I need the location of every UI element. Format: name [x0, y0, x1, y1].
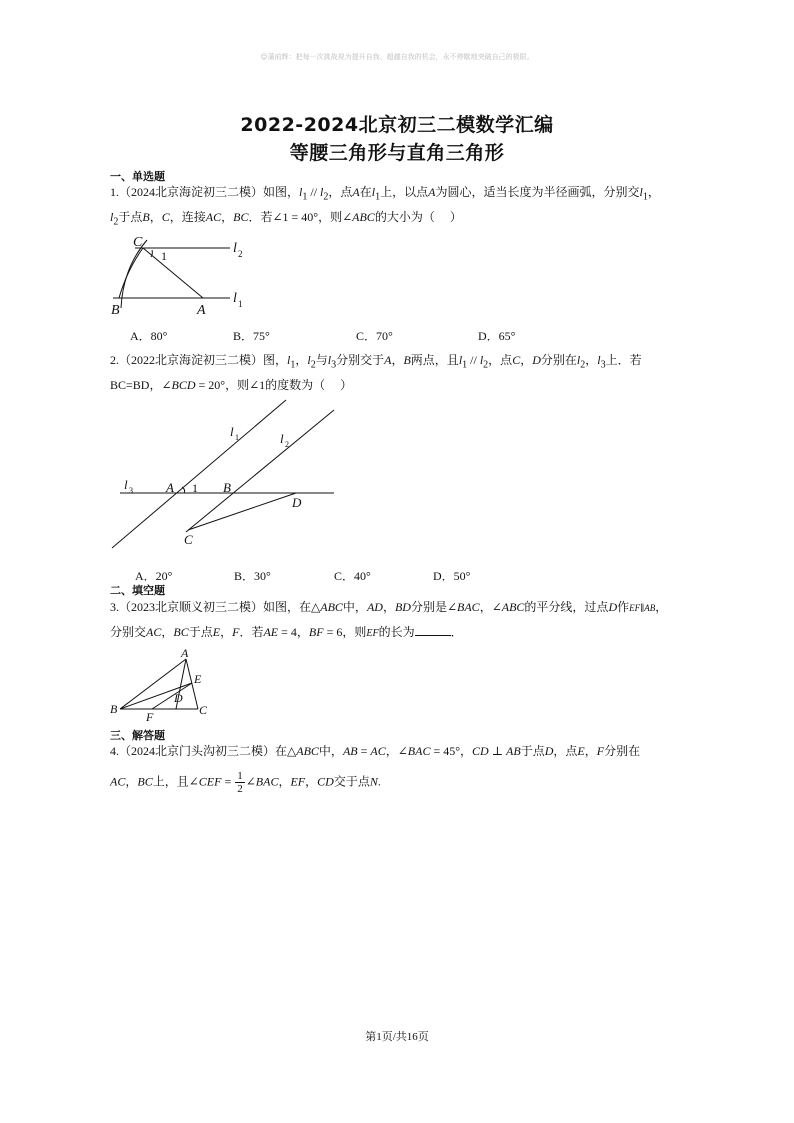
q3-var: AD — [366, 600, 383, 614]
q4-var: △ABC — [287, 744, 319, 758]
q3-var: EF — [366, 628, 379, 639]
q2-var: l — [327, 353, 332, 367]
q2-option-b[interactable]: B．30° — [234, 569, 271, 583]
q1-text: 1.（2024北京海淀初三二模）如图， — [110, 185, 300, 199]
q2-sub: 2 — [580, 359, 586, 371]
q2-var: l — [576, 353, 581, 367]
q4-var: BAC — [255, 774, 279, 789]
q1-text: ， — [221, 210, 234, 224]
q2-label-c: C — [184, 532, 193, 547]
q2-label-1: 1 — [192, 481, 198, 495]
q2-option-d[interactable]: D．50° — [433, 569, 471, 583]
q4-var: E — [577, 744, 585, 758]
q2-text: ， — [295, 353, 308, 367]
q3-text: 的长为 — [378, 625, 415, 639]
q2-text: 与 — [315, 353, 328, 367]
q1-text: ．若∠1 = 40°，则∠ — [248, 210, 353, 224]
q4-text: 于点 — [520, 744, 545, 758]
q1-var: B — [142, 210, 150, 224]
q1-var: l — [299, 185, 303, 199]
q3-var: AC — [146, 625, 162, 639]
q1-text: ，连接 — [169, 210, 206, 224]
title-line-2: 等腰三角形与直角三角形 — [289, 142, 505, 164]
q3-text: 中， — [342, 600, 367, 614]
q2-var: l — [479, 353, 484, 367]
q1-label-l1-sub: 1 — [238, 299, 243, 309]
q1-var: BC — [233, 210, 249, 224]
section-fill-blank: 二、填空题 — [110, 584, 165, 597]
page-footer: 第1页/共16页 — [365, 1031, 429, 1043]
q1-option-b[interactable]: B．75° — [233, 329, 270, 343]
q1-line-2 — [110, 208, 462, 227]
q4-text: . — [377, 774, 381, 789]
q3-var: ABC — [501, 600, 525, 614]
q1-var: A — [428, 185, 436, 199]
q2-var: A — [384, 353, 392, 367]
q4-line-1 — [110, 742, 640, 759]
q1-var: l — [371, 185, 376, 199]
q1-option-c[interactable]: C．70° — [356, 329, 393, 343]
q3-figure — [108, 645, 218, 725]
q2-line-2 — [110, 376, 352, 393]
q1-var: l — [320, 185, 324, 199]
q4-text: 分别在 — [604, 744, 641, 758]
q4-var: F — [596, 744, 605, 758]
q1-label-b: B — [111, 303, 120, 318]
q3-var: F — [232, 625, 240, 639]
q4-text: 中， — [318, 744, 343, 758]
q3-line-2 — [110, 623, 463, 640]
q4-text: ， — [278, 774, 291, 789]
q2-label-b: B — [223, 480, 231, 495]
q2-var: BCD — [171, 378, 196, 392]
q4-text: ∠ — [245, 774, 256, 789]
q4-fraction-one-half — [235, 770, 245, 795]
q3-var: BF — [308, 625, 324, 639]
q1-text: ， — [647, 185, 660, 199]
q4-var: N — [369, 774, 378, 789]
q1-sub: 1 — [375, 191, 381, 203]
q4-text: ，点 — [553, 744, 578, 758]
q3-var: E — [212, 625, 221, 639]
q2-text: ， — [585, 353, 598, 367]
q4-text: ⊥ — [488, 744, 507, 758]
q1-label-l1: l — [233, 291, 237, 306]
q2-var: C — [512, 353, 521, 367]
q2-text: ，点 — [488, 353, 513, 367]
q4-text: 4.（2024北京门头沟初三二模）在 — [110, 744, 288, 758]
q4-text: = — [221, 774, 235, 789]
q3-label-c: C — [199, 703, 208, 717]
q2-label-l2: l — [280, 431, 284, 446]
q1-text: 于点 — [118, 210, 143, 224]
q1-sub: 2 — [113, 216, 119, 228]
q2-label-l1-sub: 1 — [235, 433, 239, 442]
q3-text: 3.（2023北京顺义初三二模）如图，在 — [110, 600, 312, 614]
q4-var: CEF — [198, 774, 222, 789]
q4-var: AC — [370, 744, 386, 758]
q3-var: BC — [173, 625, 189, 639]
q1-text: // — [307, 185, 321, 199]
q2-sub: 3 — [600, 359, 606, 371]
q1-line-1 — [110, 183, 660, 202]
q1-angle-mark — [151, 250, 152, 257]
q4-text: ，∠ — [385, 744, 408, 758]
q3-text: = 4， — [278, 625, 309, 639]
q4-var: D — [544, 744, 554, 758]
section-answer: 三、解答题 — [110, 729, 165, 742]
q4-fraction-numerator: 1 — [237, 770, 243, 782]
q1-label-a: A — [197, 303, 206, 318]
q2-label-d: D — [292, 495, 302, 510]
q1-var: ABC — [352, 210, 375, 224]
q2-text: ， — [520, 353, 533, 367]
q4-var: EF — [290, 774, 306, 789]
q3-text: ，∠ — [479, 600, 502, 614]
q3-label-f: F — [146, 710, 154, 724]
q3-var: D — [608, 600, 618, 614]
q3-var: EF — [629, 603, 641, 613]
q3-line-1 — [110, 598, 667, 615]
q1-sub: 1 — [642, 191, 648, 203]
q1-label-l2: l — [233, 241, 237, 256]
q3-text: ， — [220, 625, 233, 639]
q4-text: = — [357, 744, 371, 758]
q1-option-d[interactable]: D．65° — [478, 329, 516, 343]
q1-text: ， — [149, 210, 162, 224]
q1-label-l2-sub: 2 — [238, 249, 243, 259]
q2-label-l3: l — [124, 477, 128, 492]
q1-sub: 1 — [302, 191, 308, 203]
q2-figure — [108, 398, 348, 556]
q1-sub: 2 — [323, 191, 329, 203]
q3-var: BD — [394, 600, 411, 614]
q2-label-l1: l — [230, 424, 234, 439]
q4-text: = 45°， — [430, 744, 473, 758]
q2-text: 分别在 — [540, 353, 577, 367]
q1-text: ，点 — [328, 185, 353, 199]
q2-var: B — [403, 353, 411, 367]
q2-var: D — [532, 353, 541, 367]
q4-var: CD — [317, 774, 334, 789]
q3-text: ． — [450, 625, 463, 639]
q1-var: C — [161, 210, 170, 224]
q1-option-a[interactable]: A．80° — [130, 329, 168, 343]
q2-text: // — [467, 353, 480, 367]
q2-segment-cd — [188, 493, 296, 530]
q2-label-a: A — [166, 480, 174, 495]
q4-text: ， — [584, 744, 597, 758]
q4-var: AB — [506, 744, 521, 758]
q2-text: 2.（2022北京海淀初三二模）图， — [110, 353, 288, 367]
q2-text: 上．若 — [605, 353, 642, 367]
q4-fraction-denominator: 2 — [237, 783, 243, 795]
q3-answer-blank[interactable] — [415, 623, 451, 636]
q1-var: l — [639, 185, 643, 199]
q3-var: AE — [263, 625, 279, 639]
q4-line-2 — [110, 770, 381, 795]
q1-text: 上，以点 — [380, 185, 429, 199]
q4-var: CD — [472, 744, 489, 758]
q3-text: 于点 — [188, 625, 213, 639]
q3-text: 分别是∠ — [410, 600, 458, 614]
q2-option-c[interactable]: C．40° — [334, 569, 371, 583]
q2-label-l3-sub: 3 — [129, 486, 133, 495]
q3-var: AB — [644, 603, 656, 613]
title-line-1: 2022-2024北京初三二模数学汇编 — [240, 114, 554, 136]
q2-line-1 — [110, 351, 642, 370]
q4-var: AC — [110, 774, 126, 789]
q3-text: ．若 — [239, 625, 264, 639]
q1-figure — [105, 228, 265, 320]
section-single-choice: 一、单选题 — [110, 170, 165, 183]
q1-label-1: 1 — [161, 249, 167, 263]
q4-text: 交于点 — [333, 774, 370, 789]
q2-sub: 1 — [462, 359, 468, 371]
q3-text: 作 — [617, 600, 630, 614]
q1-text: 的大小为（ ） — [374, 210, 462, 224]
q4-text: 上，且∠ — [152, 774, 199, 789]
q1-text: 在 — [359, 185, 372, 199]
q3-text: ， — [655, 600, 668, 614]
q3-text: 的平分线，过点 — [524, 600, 609, 614]
q4-var: BAC — [407, 744, 431, 758]
q2-line-l2 — [186, 410, 334, 532]
q2-text: 分别交于 — [336, 353, 385, 367]
q3-label-a: A — [181, 646, 189, 660]
q3-label-e: E — [194, 672, 202, 686]
q3-text: ， — [382, 600, 395, 614]
q2-sub: 2 — [483, 359, 489, 371]
q3-text: = 6，则 — [323, 625, 367, 639]
q2-text: = 20°，则∠1的度数为（ ） — [195, 378, 353, 392]
q3-text: ∥ — [640, 603, 645, 613]
q1-var: AC — [205, 210, 222, 224]
q3-text: 分别交 — [110, 625, 147, 639]
q2-var: l — [597, 353, 601, 367]
q4-var: BC — [137, 774, 153, 789]
q3-var: △ABC — [311, 600, 343, 614]
q2-var: l — [458, 353, 463, 367]
q2-var: l — [307, 353, 311, 367]
q1-var: A — [352, 185, 360, 199]
q1-var: l — [110, 210, 114, 224]
q2-var: l — [287, 353, 291, 367]
q3-label-d: D — [174, 691, 183, 705]
q2-text: 两点，且 — [410, 353, 459, 367]
q2-text: BC=BD，∠ — [110, 378, 172, 392]
q2-sub: 1 — [290, 359, 296, 371]
q3-var: BAC — [457, 600, 480, 614]
q2-angle-mark — [182, 487, 185, 493]
watermark: ☺蒲前辉：把每一次挑战视为提升自我、超越自我的机会，永不停歇地突破自己的极限。 — [260, 53, 534, 61]
q4-text: ， — [305, 774, 318, 789]
q3-text: ， — [161, 625, 174, 639]
q1-label-c: C — [133, 235, 143, 250]
q2-option-a[interactable]: A．20° — [135, 569, 173, 583]
q1-text: 为圆心，适当长度为半径画弧，分别交 — [435, 185, 640, 199]
q2-label-l2-sub: 2 — [285, 440, 289, 449]
q4-var: AB — [342, 744, 358, 758]
q3-label-b: B — [110, 702, 118, 716]
q2-text: ， — [391, 353, 404, 367]
q2-sub: 3 — [331, 359, 337, 371]
q2-sub: 2 — [310, 359, 316, 371]
q4-text: ， — [125, 774, 138, 789]
q3-segment-ef — [152, 683, 192, 709]
